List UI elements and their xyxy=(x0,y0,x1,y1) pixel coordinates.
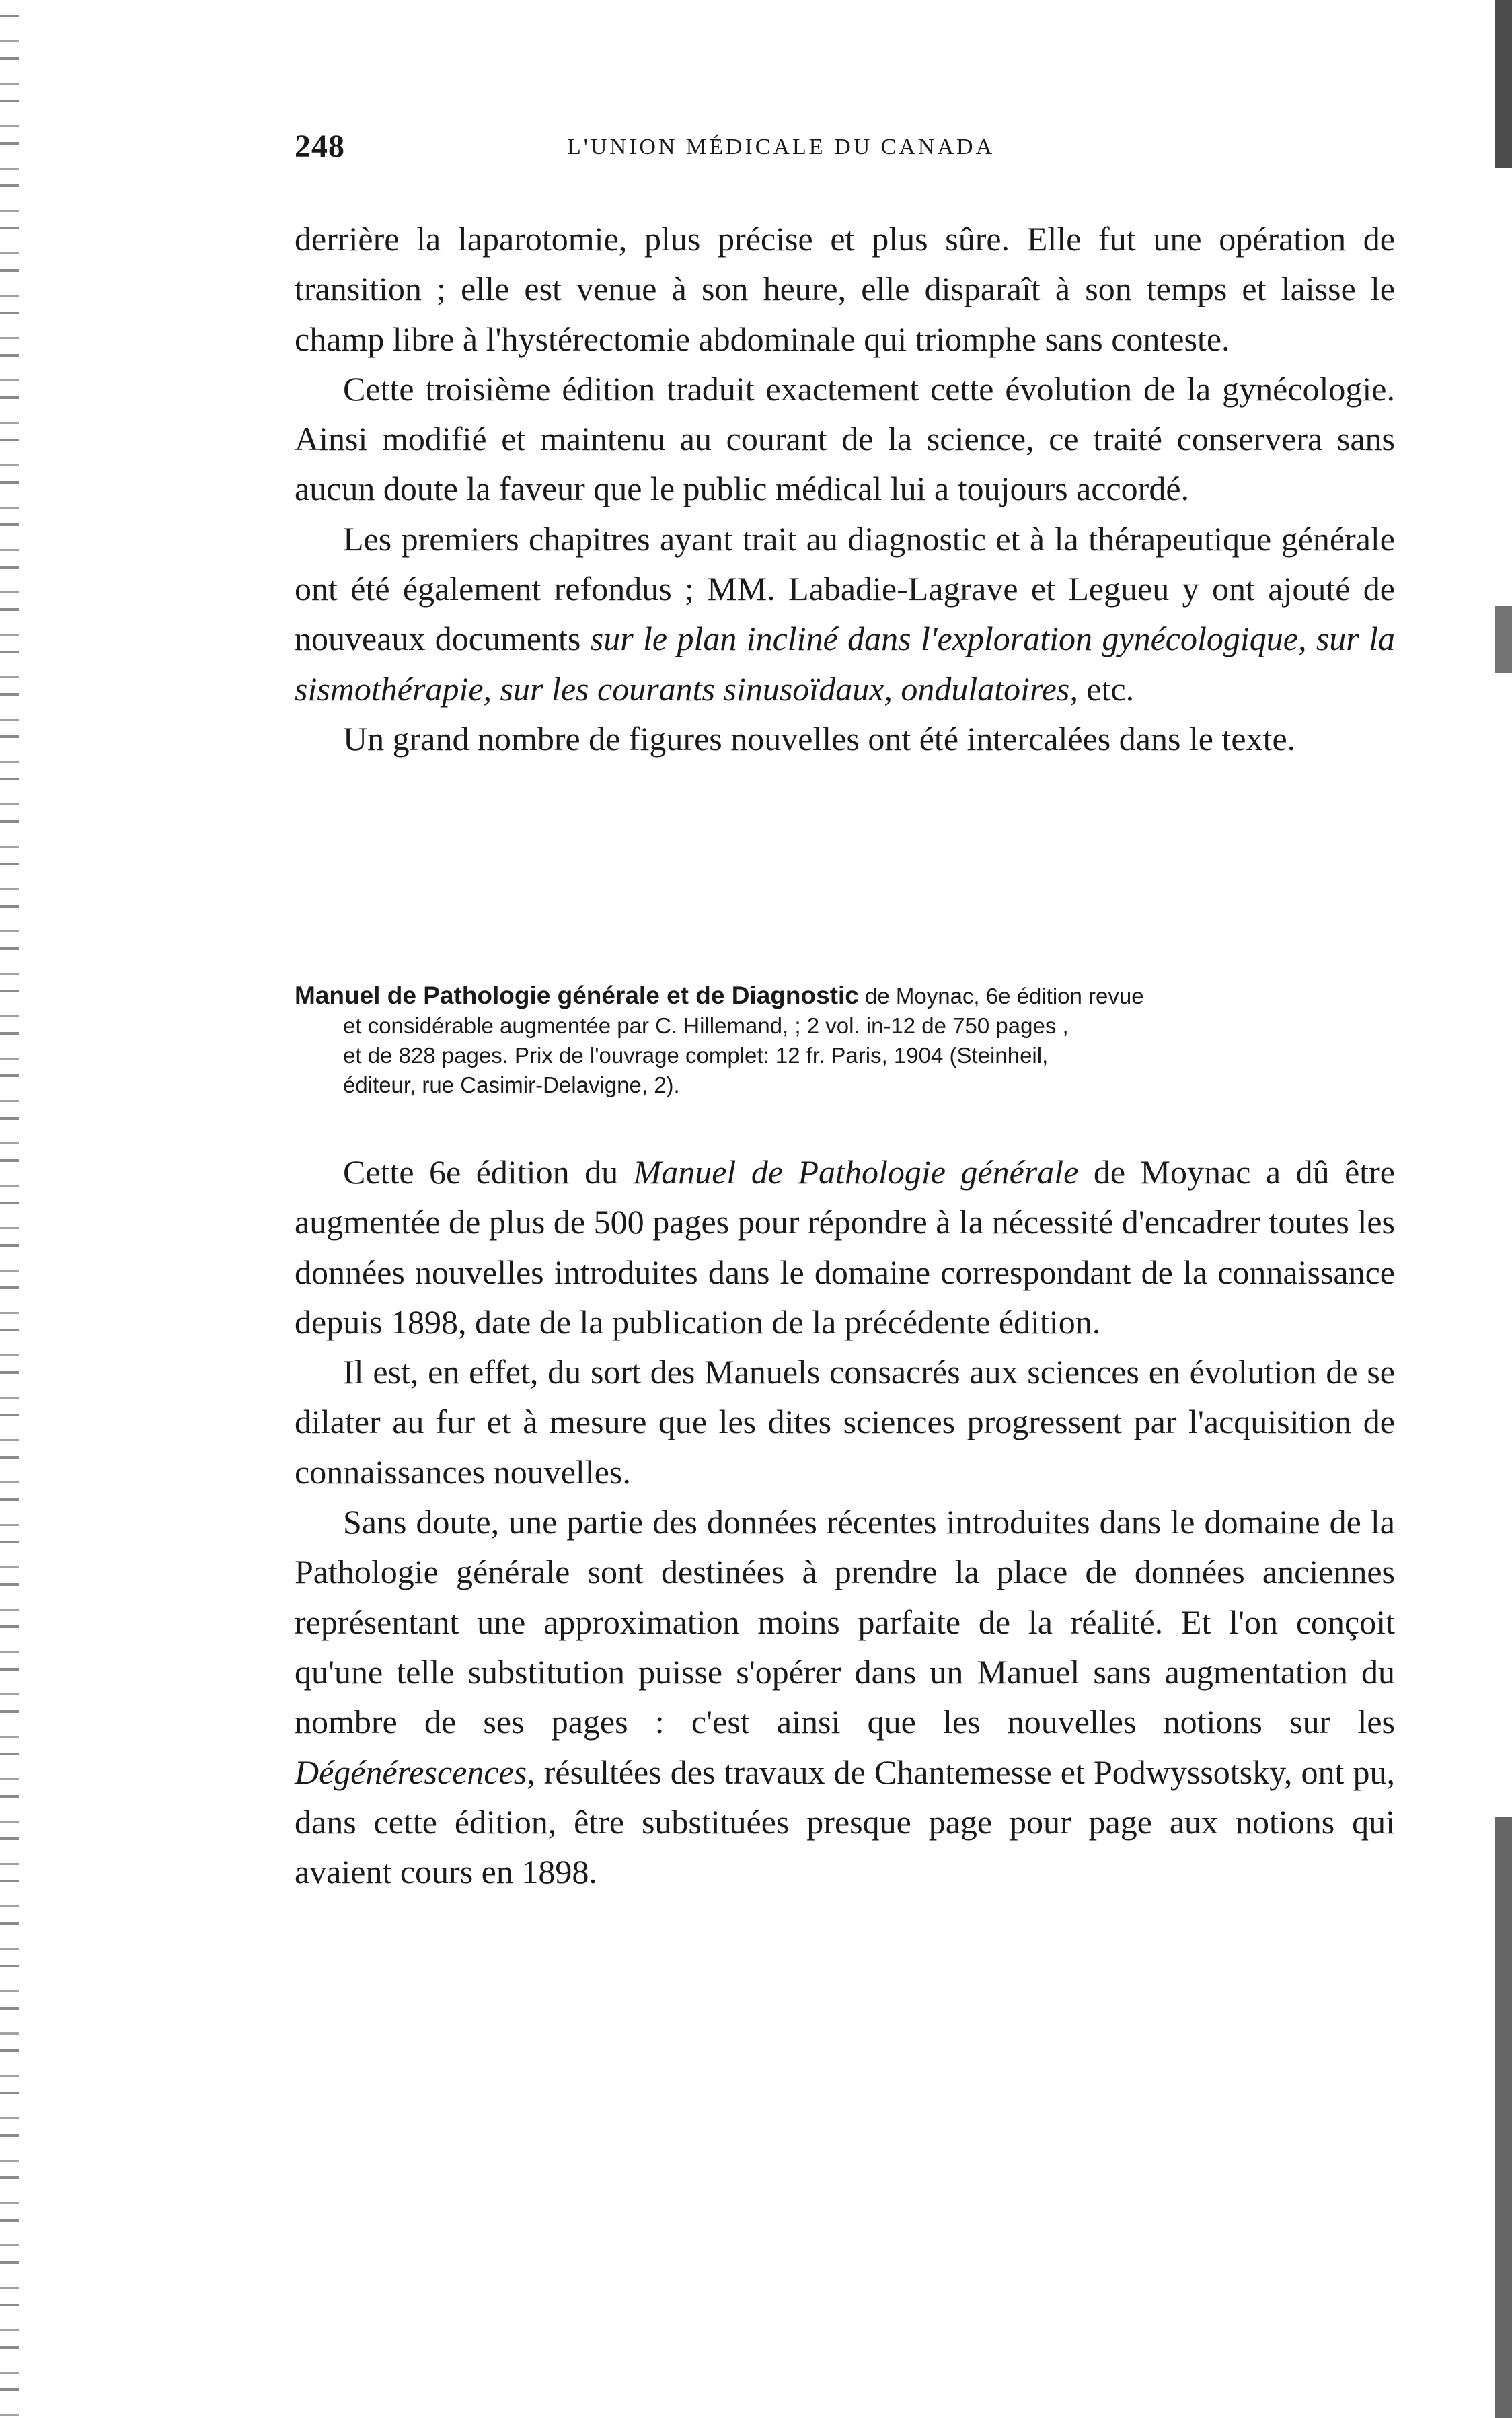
paragraph-text: Il est, en effet, du sort des Manuels consacrés aux sciences en évolution de se dilater au fur et à mesure que les dites sciences progressent par l'acquisition de connaissances nouvelles. xyxy=(295,1353,1395,1491)
paragraph-3 xyxy=(295,514,1395,714)
reference-title: Manuel de Pathologie générale et de Diagnostic xyxy=(295,982,859,1009)
paragraph-italic-text: Dégénérescences, xyxy=(295,1753,535,1791)
paragraph-text: Cette 6e édition du xyxy=(343,1153,634,1191)
reference-line-3: et de 828 pages. Prix de l'ouvrage complet: 12 fr. Paris, 1904 (Steinheil, xyxy=(343,1043,1049,1068)
paragraph-text: Sans doute, une partie des données récentes introduites dans le domaine de la Pathologie générale sont destinées à prendre la place de données anciennes représentant une approximation moins parfaite de la réalité. Et l'on conçoit qu'une telle substitution puisse s'opérer dans un Manuel sans augmentation du nombre de ses pages : c'est ainsi que les nouvelles notions sur les xyxy=(295,1503,1395,1741)
review-section-gynecology xyxy=(295,214,1395,764)
review-section-pathology xyxy=(295,1147,1395,1897)
reference-line-1 xyxy=(295,981,1395,1011)
scan-edge-right xyxy=(1495,0,1512,2418)
reference-line-4: éditeur, rue Casimir-Delavigne, 2). xyxy=(343,1072,680,1097)
scan-edge-left xyxy=(0,0,19,2418)
paragraph-1 xyxy=(295,214,1395,364)
paragraph-7 xyxy=(295,1497,1395,1897)
paragraph-text: Un grand nombre de figures nouvelles ont été intercalées dans le texte. xyxy=(343,719,1296,758)
paragraph-6 xyxy=(295,1347,1395,1497)
book-title-italic: Manuel de Pathologie générale xyxy=(633,1153,1079,1191)
reference-text: de Moynac, 6e édition revue xyxy=(858,984,1144,1009)
paragraph-text: Les premiers chapitres ayant trait au diagnostic et à la thérapeutique générale ont été également refondus ; MM. Labadie-Lagrave et Legueu y ont ajouté de nouveaux documents xyxy=(295,519,1395,658)
paragraph-text: Cette troisième édition traduit exactement cette évolution de la gynécologie. Ainsi modifié et maintenu au courant de la science, ce traité conservera sans aucun doute la faveur que le public médical lui a toujours accordé. xyxy=(295,369,1395,508)
paragraph-text: de Moynac a dû être augmentée de plus de 500 pages pour répondre à la nécessité d'encadrer toutes les données nouvelles introduites dans le domaine correspondant de la connaissance depuis 1898, date de la publication de la précédente édition. xyxy=(295,1153,1395,1341)
page-number: 248 xyxy=(295,129,345,164)
paragraph-5 xyxy=(295,1147,1395,1347)
paragraph-text: etc. xyxy=(1078,669,1135,708)
page-header xyxy=(295,128,1122,175)
running-title: L'UNION MÉDICALE DU CANADA xyxy=(567,135,995,159)
bibliographic-reference xyxy=(295,981,1395,1100)
paragraph-2 xyxy=(295,364,1395,514)
paragraph-4 xyxy=(295,714,1395,764)
reference-line-2: et considérable augmentée par C. Hillemand, ; 2 vol. in-12 de 750 pages , xyxy=(343,1013,1069,1038)
paragraph-text: résultées des travaux de Chantemesse et Podwyssotsky, ont pu, dans cette édition, être substituées presque page pour page aux notions qui avaient cours en 1898. xyxy=(295,1753,1395,1891)
paragraph-italic-text: sur le plan incliné dans l'exploration gynécologique, sur la sismothérapie, sur les courants sinusoïdaux, ondulatoires, xyxy=(295,620,1395,708)
paragraph-text: derrière la laparotomie, plus précise et plus sûre. Elle fut une opération de transition ; elle est venue à son heure, elle disparaît à son temps et laisse le champ libre à l'hystérectomie abdominale qui triomphe sans conteste. xyxy=(295,220,1395,358)
